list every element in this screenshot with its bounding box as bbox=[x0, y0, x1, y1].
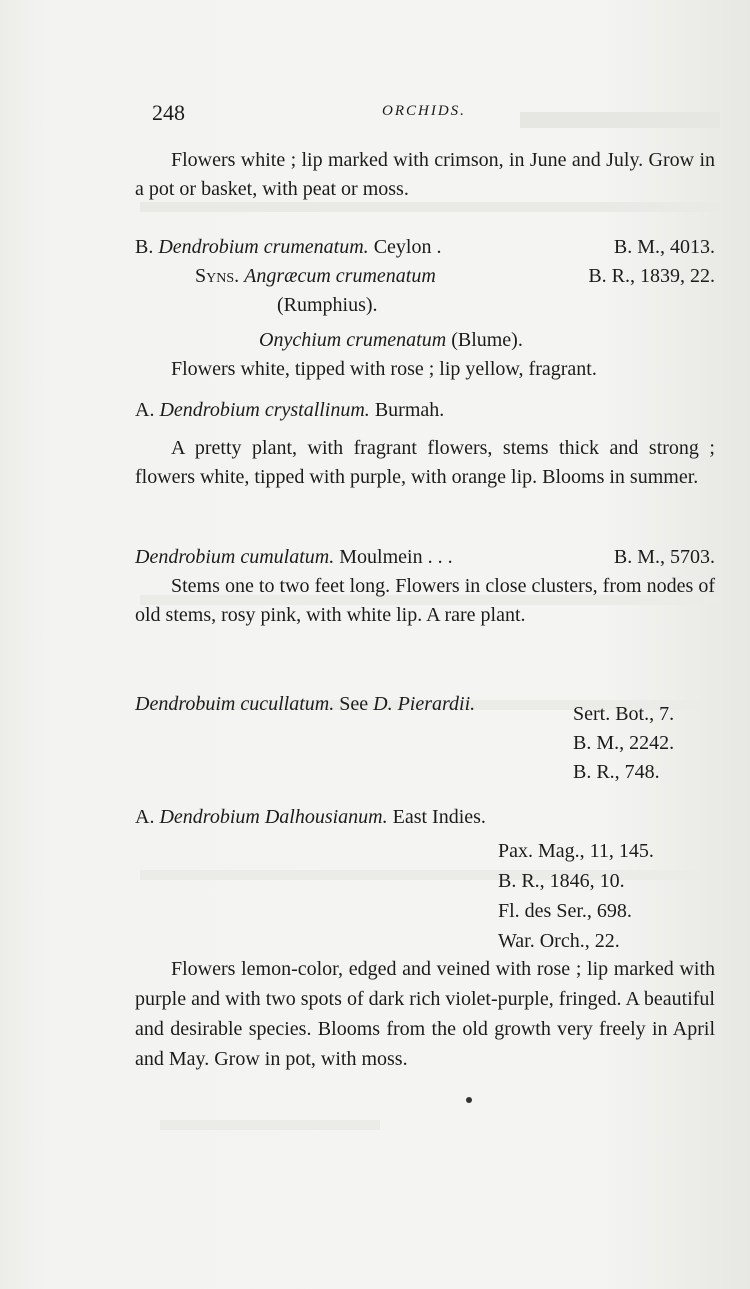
species-name: Dendrobium cumulatum. bbox=[135, 546, 335, 568]
reference-list bbox=[573, 700, 674, 787]
reference-list bbox=[498, 836, 654, 956]
description: Stems one to two feet long. Flowers in close clusters, from nodes of old stems, rosy pink, with white lip. A rare plant. bbox=[135, 575, 715, 626]
reference: B. M., 4013. bbox=[613, 236, 715, 258]
reference: Pax. Mag., 11, 145. bbox=[498, 840, 654, 862]
description: Flowers lemon-color, edged and veined with rose ; lip marked with purple and with two spots of dark rich violet-purple, fringed. A beautiful and desirable species. Blooms from the old growth very freely in April and May. Grow in pot, with moss. bbox=[135, 958, 715, 1070]
reference: B. R., 1839, 22. bbox=[588, 265, 715, 287]
species-name: Dendrobium Dalhousianum. bbox=[159, 806, 388, 828]
reference: B. R., 1846, 10. bbox=[498, 870, 625, 892]
entry-dalhousianum bbox=[135, 803, 715, 832]
synonym-authority: (Rumphius). bbox=[277, 294, 378, 316]
species-name: Dendrobuim cucullatum. bbox=[135, 693, 335, 715]
locale: Moulmein . . . bbox=[339, 546, 453, 568]
page-number: 248 bbox=[152, 100, 185, 125]
entry-prefix: A. bbox=[135, 806, 155, 828]
entry-dalhousianum-description bbox=[135, 954, 715, 1074]
running-head: ORCHIDS. bbox=[382, 103, 466, 119]
synonyms-label: Syns. bbox=[195, 265, 240, 287]
reference: Fl. des Ser., 698. bbox=[498, 900, 632, 922]
species-name: Dendrobium crumenatum. bbox=[158, 236, 369, 258]
locale: Burmah. bbox=[374, 399, 445, 421]
reference: B. M., 5703. bbox=[613, 546, 715, 568]
cross-reference: D. Pierardii. bbox=[373, 693, 476, 715]
entry-crumenatum bbox=[135, 233, 715, 384]
species-name: Dendrobium crystallinum. bbox=[159, 399, 370, 421]
entry-crystallinum bbox=[135, 396, 715, 492]
reference: War. Orch., 22. bbox=[498, 930, 620, 952]
synonym: Angræcum crumenatum bbox=[244, 265, 436, 287]
description: Flowers white, tipped with rose ; lip yellow, fragrant. bbox=[171, 358, 597, 380]
ink-speck bbox=[466, 1097, 472, 1103]
locale: East Indies. bbox=[392, 806, 486, 828]
see-label: See bbox=[339, 693, 369, 715]
locale: Ceylon . bbox=[373, 236, 442, 258]
reference: B. R., 748. bbox=[573, 761, 660, 783]
reference: Sert. Bot., 7. bbox=[573, 703, 675, 725]
entry-prefix: B. bbox=[135, 236, 154, 258]
description: A pretty plant, with fragrant flowers, stems thick and strong ; flowers white, tipped with purple, with orange lip. Blooms in summer. bbox=[135, 437, 715, 488]
synonym-authority: (Blume). bbox=[451, 329, 523, 351]
synonym: Onychium crumenatum bbox=[259, 329, 447, 351]
paragraph: Flowers white ; lip marked with crimson, in June and July. Grow in a pot or basket, with peat or moss. bbox=[135, 149, 715, 200]
page-header bbox=[152, 100, 712, 126]
entry-cumulatum bbox=[135, 543, 715, 630]
reference: B. M., 2242. bbox=[573, 732, 675, 754]
entry-prefix: A. bbox=[135, 399, 155, 421]
entry-continuation bbox=[135, 146, 715, 204]
